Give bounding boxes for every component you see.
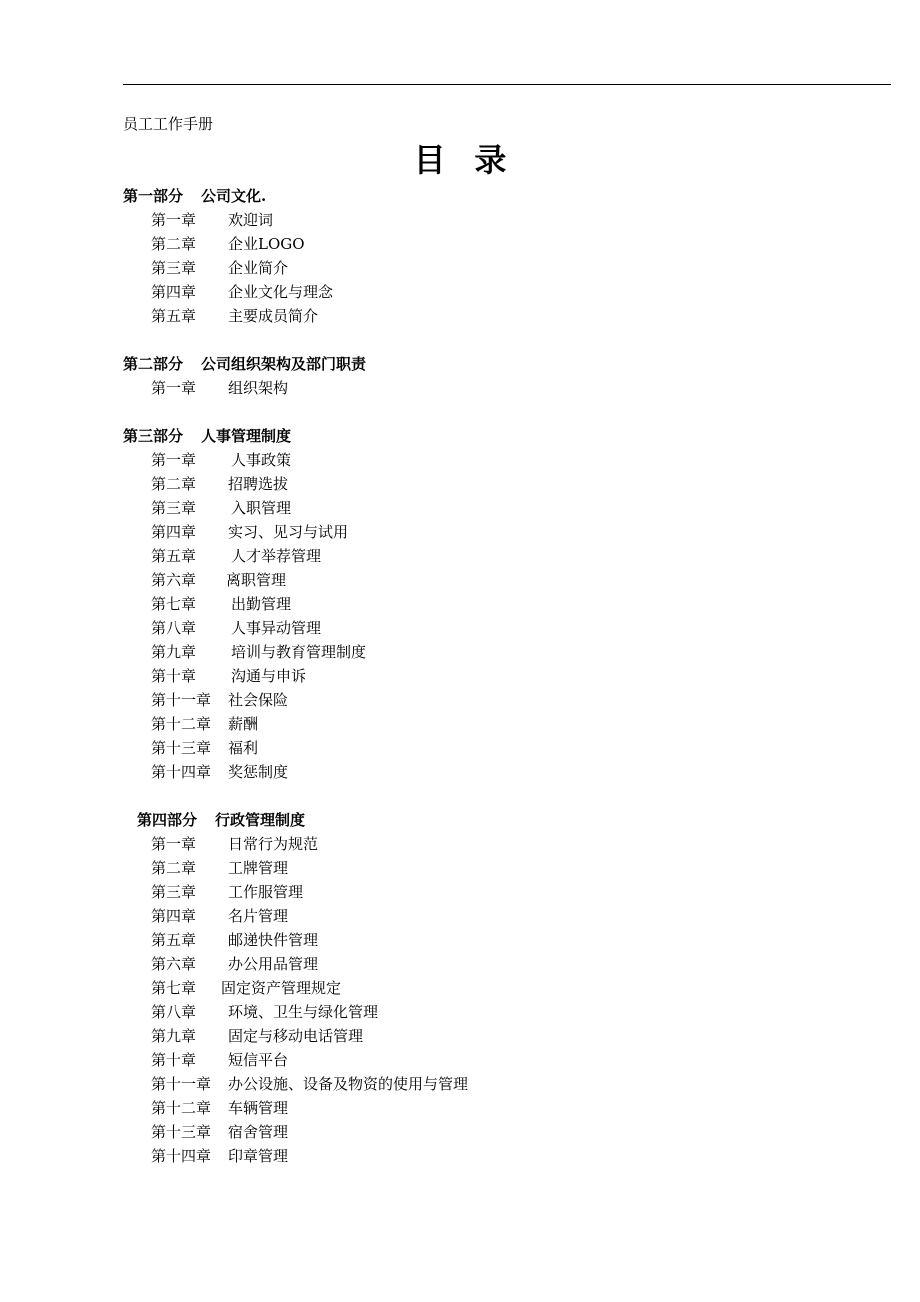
document-header: 员工工作手册 [123,115,214,133]
toc-chapter-label: 第一章 [151,835,197,853]
toc-chapter-title: 印章管理 [228,1147,289,1165]
toc-part-label: 第一部分 [123,187,184,205]
toc-chapter-row[interactable] [123,760,823,784]
toc-chapter-title: 固定资产管理规定 [221,979,342,997]
toc-chapter-label: 第十章 [151,667,197,685]
toc-chapter-title: 车辆管理 [228,1099,289,1117]
toc-chapter-title: 工牌管理 [228,859,289,877]
toc-part-title: 行政管理制度 [215,811,306,829]
toc-chapter-title: 实习、见习与试用 [228,523,349,541]
toc-chapter-label: 第十四章 [151,763,212,781]
toc-chapter-label: 第六章 [151,571,197,589]
toc-chapter-row[interactable] [123,952,823,976]
toc-chapter-label: 第二章 [151,235,197,253]
toc-part-1[interactable] [123,184,823,208]
toc-chapter-label: 第十一章 [151,1075,212,1093]
toc-title: 目录 [413,141,536,179]
toc-chapter-label: 第十三章 [151,1123,212,1141]
toc-chapter-title: 社会保险 [228,691,289,709]
toc-chapter-label: 第六章 [151,955,197,973]
toc-chapter-label: 第十三章 [151,739,212,757]
toc-chapter-label: 第九章 [151,1027,197,1045]
toc-chapter-label: 第二章 [151,859,197,877]
toc-chapter-label: 第三章 [151,499,197,517]
toc-chapter-row[interactable] [123,736,823,760]
header-rule [123,84,891,85]
toc-chapter-row[interactable] [123,1072,823,1096]
toc-chapter-row[interactable] [123,880,823,904]
toc-chapter-title: 工作服管理 [228,883,304,901]
toc-chapter-title: 名片管理 [228,907,289,925]
toc-chapter-row[interactable] [123,256,823,280]
toc-chapter-row[interactable] [123,976,823,1000]
toc-chapter-title: 企业简介 [228,259,289,277]
toc-chapter-label: 第一章 [151,451,197,469]
toc-chapter-title: 招聘选拔 [228,475,289,493]
toc-chapter-title: 办公用品管理 [228,955,319,973]
toc-part-label: 第四部分 [137,811,198,829]
toc-chapter-row[interactable] [123,472,823,496]
toc-chapter-row[interactable] [123,1048,823,1072]
toc-chapter-title: 人才举荐管理 [231,547,322,565]
toc-part-label: 第二部分 [123,355,184,373]
toc-chapter-row[interactable] [123,520,823,544]
section-gap [123,784,823,808]
toc-chapter-title: 主要成员简介 [228,307,319,325]
toc-chapter-title: 固定与移动电话管理 [228,1027,364,1045]
toc-chapter-label: 第五章 [151,307,197,325]
toc-chapter-row[interactable] [123,712,823,736]
toc-chapter-title: 邮递快件管理 [228,931,319,949]
toc-chapter-title: 薪酬 [228,715,259,733]
toc-chapter-row[interactable] [123,1144,823,1168]
toc-chapter-title: 入职管理 [231,499,292,517]
toc-chapter-title: 办公设施、设备及物资的使用与管理 [228,1075,469,1093]
toc-chapter-row[interactable] [123,304,823,328]
toc-chapter-row[interactable] [123,568,823,592]
toc-part-title: 人事管理制度 [201,427,292,445]
toc-chapter-label: 第四章 [151,283,197,301]
toc-part-4[interactable] [123,808,823,832]
toc-chapter-row[interactable] [123,688,823,712]
toc-chapter-row[interactable] [123,832,823,856]
toc-chapter-label: 第七章 [151,979,197,997]
toc-chapter-title: 欢迎词 [228,211,274,229]
toc-chapter-label: 第一章 [151,211,197,229]
toc-chapter-label: 第十章 [151,1051,197,1069]
toc-chapter-title: 组织架构 [228,379,289,397]
toc-chapter-title: 离职管理 [226,571,287,589]
toc-chapter-label: 第三章 [151,883,197,901]
toc-chapter-label: 第五章 [151,931,197,949]
toc-chapter-title: 人事异动管理 [231,619,322,637]
section-gap [123,328,823,352]
toc-chapter-title: 出勤管理 [231,595,292,613]
toc-chapter-row[interactable] [123,1096,823,1120]
toc-chapter-label: 第五章 [151,547,197,565]
toc-chapter-row[interactable] [123,280,823,304]
toc-chapter-label: 第三章 [151,259,197,277]
toc-chapter-title: 企业文化与理念 [228,283,334,301]
toc-chapter-label: 第七章 [151,595,197,613]
toc-chapter-label: 第八章 [151,1003,197,1021]
toc-chapter-row[interactable] [123,1000,823,1024]
toc-chapter-row[interactable] [123,448,823,472]
toc-chapter-label: 第四章 [151,523,197,541]
toc-chapter-label: 第十二章 [151,715,212,733]
toc-chapter-row[interactable] [123,616,823,640]
toc-chapter-title: 沟通与申诉 [231,667,307,685]
toc-chapter-title: 人事政策 [231,451,292,469]
toc-part-3[interactable] [123,424,823,448]
toc-chapter-title: 短信平台 [228,1051,289,1069]
toc-chapter-label: 第十一章 [151,691,212,709]
toc-chapter-row[interactable] [123,544,823,568]
toc-chapter-title: 企业LOGO [228,235,305,253]
toc-chapter-title: 环境、卫生与绿化管理 [228,1003,379,1021]
toc-chapter-label: 第九章 [151,643,197,661]
toc-chapter-title: 福利 [228,739,259,757]
toc-chapter-row[interactable] [123,664,823,688]
toc-chapter-row[interactable] [123,928,823,952]
toc-chapter-label: 第八章 [151,619,197,637]
toc-chapter-row[interactable] [123,232,823,256]
toc-chapter-title: 宿舍管理 [228,1123,289,1141]
toc-chapter-label: 第二章 [151,475,197,493]
toc-chapter-row[interactable] [123,640,823,664]
toc-chapter-row[interactable] [123,496,823,520]
toc-chapter-title: 日常行为规范 [228,835,319,853]
toc-part-label: 第三部分 [123,427,184,445]
toc-chapter-label: 第十二章 [151,1099,212,1117]
toc-part-title: 公司组织架构及部门职责 [201,355,367,373]
toc-chapter-label: 第四章 [151,907,197,925]
toc-part-title: 公司文化. [201,187,267,205]
toc-chapter-title: 培训与教育管理制度 [231,643,367,661]
toc-chapter-row[interactable] [123,856,823,880]
toc-chapter-row[interactable] [123,1120,823,1144]
toc-chapter-row[interactable] [123,208,823,232]
toc-chapter-label: 第十四章 [151,1147,212,1165]
toc-chapter-row[interactable] [123,904,823,928]
toc-chapter-title: 奖惩制度 [228,763,289,781]
section-gap [123,400,823,424]
toc-chapter-row[interactable] [123,376,823,400]
toc-part-2[interactable] [123,352,823,376]
toc-chapter-label: 第一章 [151,379,197,397]
toc-chapter-row[interactable] [123,1024,823,1048]
table-of-contents [123,184,823,1168]
toc-chapter-row[interactable] [123,592,823,616]
